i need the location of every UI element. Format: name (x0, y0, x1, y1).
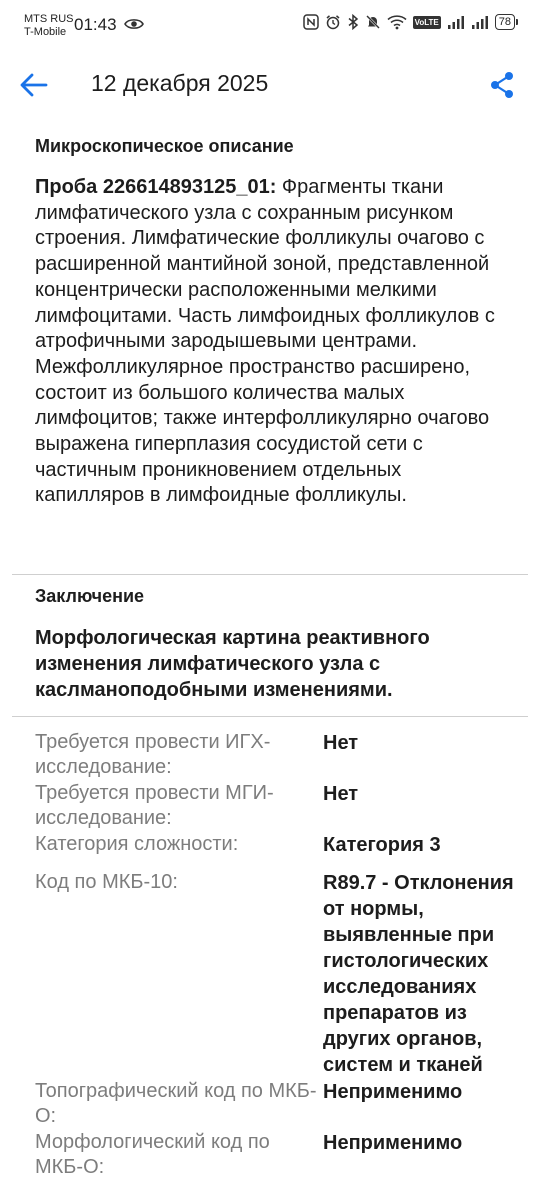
status-time: 01:43 (74, 15, 117, 34)
battery-level: 78 (495, 14, 515, 30)
detail-row-topo (35, 1079, 525, 1129)
carrier-info (24, 13, 74, 39)
detail-row-icd10 (35, 870, 525, 1078)
detail-label: Морфологический код по МКБ-О: (35, 1131, 270, 1178)
microscopic-description (35, 175, 515, 509)
detail-value: Нет (323, 732, 359, 754)
detail-label: Требуется провести МГИ-исследование: (35, 782, 274, 829)
carrier-secondary: T-Mobile (24, 26, 67, 38)
sample-label: Проба 226614893125_01: (35, 176, 277, 198)
detail-row-ihc (35, 730, 525, 780)
status-bar (0, 0, 540, 50)
signal-icon (471, 15, 489, 29)
conclusion-heading: Заключение (35, 586, 145, 606)
detail-row-morph (35, 1130, 525, 1180)
divider (12, 716, 528, 717)
microscopic-section (35, 136, 515, 509)
carrier-primary: MTS RUS (24, 13, 74, 25)
app-header (0, 55, 540, 115)
wifi-icon (387, 14, 407, 30)
back-button[interactable] (16, 67, 52, 103)
share-icon (489, 71, 515, 99)
detail-value: Нет (323, 783, 359, 805)
battery-icon (495, 14, 518, 30)
eye-icon (124, 17, 144, 31)
share-button[interactable] (484, 67, 520, 103)
detail-row-complexity (35, 832, 525, 858)
detail-value: Категория 3 (323, 834, 441, 856)
page-title: 12 декабря 2025 (91, 70, 269, 96)
divider (12, 574, 528, 575)
conclusion-text: Морфологическая картина реактивного изменения лимфатического узла с каслманоподобными изменениями. (35, 627, 430, 701)
nfc-icon (303, 14, 319, 30)
volte-icon: VoLTE (414, 17, 439, 27)
detail-value: Неприменимо (323, 1132, 463, 1154)
microscopic-text: Фрагменты ткани лимфатического узла с сохранным рисунком строения. Лимфатические фолликулы очагово с расширенной мантийной зоной, представленной концентрически расположенными мелкими лимфоцитами. Часть лимфоидных фолликулов с атрофичными зародышевыми центрами. Межфолликулярное пространство расширено, состоит из большого количества малых лимфоцитов; также интерфолликулярно очагово выражена гиперплазия сосудистой сети с частичным проникновением отдельных капилляров в лимфоидные фолликулы. (35, 176, 495, 507)
detail-label: Код по МКБ-10: (35, 871, 178, 893)
detail-value: Неприменимо (323, 1081, 463, 1103)
silent-icon (365, 14, 381, 30)
detail-label: Топографический код по МКБ-О: (35, 1080, 317, 1127)
microscopic-heading: Микроскопическое описание (35, 136, 294, 156)
detail-value: R89.7 - Отклонения от нормы, выявленные при гистологических исследованиях препаратов из других органов, систем и тканей (323, 872, 514, 1076)
status-icons (303, 14, 518, 30)
bluetooth-icon (347, 14, 359, 30)
details-list (35, 730, 525, 1181)
detail-label: Требуется провести ИГХ-исследование: (35, 731, 271, 778)
arrow-left-icon (20, 73, 48, 97)
detail-row-mgi (35, 781, 525, 831)
signal-icon (447, 15, 465, 29)
detail-label: Категория сложности: (35, 833, 239, 855)
alarm-icon (325, 14, 341, 30)
